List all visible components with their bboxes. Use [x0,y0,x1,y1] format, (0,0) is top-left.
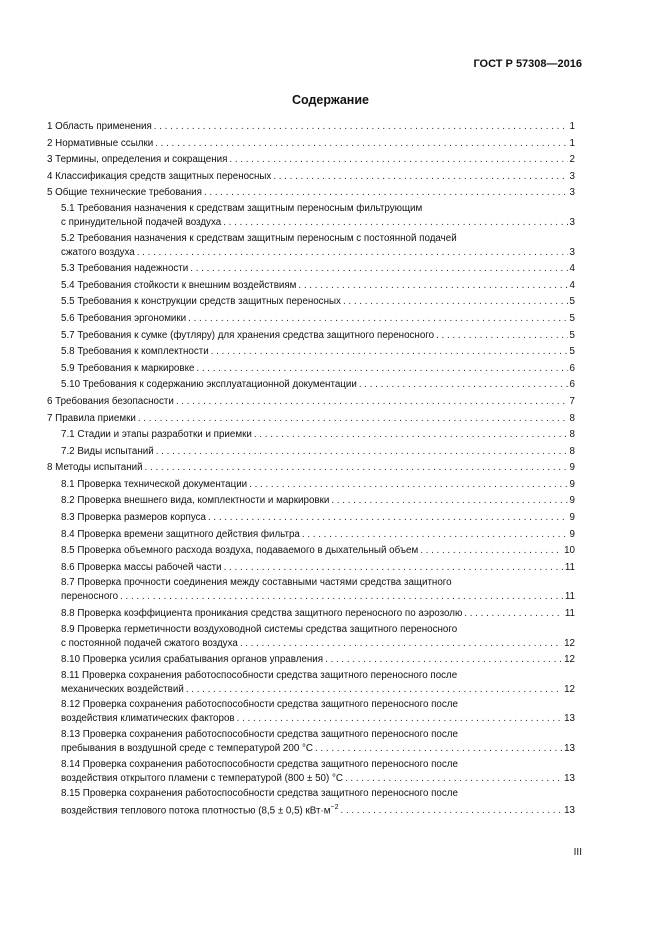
toc-entry-title: 8.5 Проверка объемного расхода воздуха, подаваемого в дыхательный объем [61,545,419,557]
toc-entry-title: сжатого воздуха [61,246,135,258]
toc-entry[interactable] [47,623,575,653]
toc-leader-dots [345,771,562,788]
toc-entry-page: 9 [569,478,575,490]
toc-entry-title: 8.10 Проверка усилия срабатывания органов управления [61,654,324,666]
toc-entry[interactable] [47,652,575,669]
toc-leader-dots [436,328,567,345]
toc-entry-page: 4 [569,263,575,275]
toc-leader-dots [196,361,567,378]
toc-entry-title: 7 Правила приемки [47,412,136,424]
toc-entry-page: 13 [564,805,575,817]
toc-leader-dots [273,169,567,186]
toc-entry-page: 3 [569,187,575,199]
toc-entry[interactable] [47,261,575,278]
toc-entry-title: 1 Область применения [47,121,152,132]
toc-entry-title: 7.2 Виды испытаний [61,445,154,457]
toc-entry-page: 11 [564,591,575,603]
toc-entry[interactable] [47,278,575,295]
toc-entry-title: 5 Общие технические требования [47,187,202,199]
toc-entry[interactable] [47,787,575,817]
toc-leader-dots [137,245,568,262]
toc-entry[interactable] [47,669,575,699]
toc-entry-title: 8.3 Проверка размеров корпуса [61,512,206,524]
toc-entry-page: 3 [569,246,575,258]
toc-entry[interactable] [47,576,575,606]
toc-entry-page: 4 [569,279,575,291]
toc-entry-title: переносного [61,591,119,603]
toc-entry-page: 11 [564,608,575,620]
toc-entry-title: пребывания в воздушной среде с температурой 200 °С [61,743,313,754]
toc-entry[interactable] [47,477,575,494]
toc-entry-title: механических воздействий [61,683,184,695]
toc-entry[interactable] [47,728,575,758]
toc-entry-title-line: 8.14 Проверка сохранения работоспособности средства защитного переносного после [61,758,458,770]
toc-entry-title: 7.1 Стадии и этапы разработки и приемки [61,429,252,441]
toc-entry-title: 5.8 Требования к комплектности [61,346,209,358]
toc-entry-title: 8.6 Проверка массы рабочей части [61,561,222,573]
toc-entry-title: с постоянной подачей сжатого воздуха [61,637,238,649]
toc-leader-dots [343,294,568,311]
toc-entry-title: 8.4 Проверка времени защитного действия фильтра [61,528,300,540]
toc-entry-page: 2 [569,154,575,166]
toc-entry[interactable] [47,136,575,153]
toc-leader-dots [331,493,567,510]
toc-leader-dots [155,136,567,153]
toc-entry[interactable] [47,560,575,577]
toc-entry-title: 8.8 Проверка коэффициента проникания средства защитного переносного по аэрозолю [61,608,463,620]
toc-entry-page: 5 [569,329,575,341]
toc-entry-title-line: 8.15 Проверка сохранения работоспособности средства защитного переносного после [61,788,458,800]
toc-entry-title: воздействия климатических факторов [61,713,235,725]
toc-leader-dots [190,261,567,278]
toc-entry[interactable] [47,510,575,527]
toc-leader-dots [249,477,567,494]
toc-leader-dots [208,510,568,527]
toc-entry[interactable] [47,527,575,544]
toc-entry[interactable] [47,232,575,262]
toc-leader-dots [211,344,568,361]
toc-entry-page: 12 [564,654,575,666]
toc-entry-title: 4 Классификация средств защитных переносных [47,170,272,182]
toc-leader-dots [156,444,568,461]
toc-entry[interactable] [47,311,575,328]
toc-entry-page: 13 [564,743,575,754]
toc-entry-title: 8.1 Проверка технической документации [61,478,248,490]
toc-entry[interactable] [47,185,575,202]
toc-entry-page: 8 [569,412,575,424]
toc-entry-page: 1 [569,121,575,132]
toc-entry-page: 9 [569,528,575,540]
toc-leader-dots [186,682,562,699]
toc-entry-page: 6 [569,379,575,391]
toc-entry-title: 5.3 Требования надежности [61,263,189,275]
toc-entry[interactable] [47,493,575,510]
toc-entry-title-line: 5.2 Требования назначения к средствам защитным переносным с постоянной подачей [61,232,457,244]
toc-entry-page: 9 [569,495,575,507]
document-code: ГОСТ Р 57308—2016 [473,58,582,70]
toc-entry-title: 5.7 Требования к сумке (футляру) для хранения средства защитного переносного [61,329,435,341]
toc-entry-page: 5 [569,296,575,308]
toc-entry-title: 8 Методы испытаний [47,462,143,474]
toc-entry-title-line: 8.12 Проверка сохранения работоспособности средства защитного переносного после [61,699,458,711]
toc-entry-page: 13 [564,713,575,725]
toc-leader-dots [325,652,562,669]
toc-entry-title-line: 8.11 Проверка сохранения работоспособности средства защитного переносного после [61,669,458,681]
toc-leader-dots [223,215,567,232]
toc-leader-dots [154,119,568,136]
toc-entry-title: 3 Термины, определения и сокращения [47,154,228,166]
toc-entry-page: 6 [569,362,575,374]
toc-entry[interactable] [47,294,575,311]
toc-leader-dots [188,311,567,328]
toc-entry-page: 7 [569,395,575,407]
toc-entry-page: 5 [569,312,575,324]
toc-entry[interactable] [47,411,575,428]
toc-entry[interactable] [47,758,575,788]
toc-entry-title-line: 8.9 Проверка герметичности воздуховодной системы средства защитного переносного [61,623,458,635]
toc-leader-dots [464,606,563,623]
toc-entry-title-line: 8.7 Проверка прочности соединения между составными частями средства защитного [61,577,452,589]
toc-entry-title: с принудительной подачей воздуха [61,216,222,228]
toc-leader-dots [254,427,568,444]
toc-entry-page: 12 [564,637,575,649]
toc-entry[interactable] [47,394,575,411]
toc-leader-dots [341,803,563,820]
toc-entry-title: 5.4 Требования стойкости к внешним воздействиям [61,279,297,291]
toc-entry-page: 5 [569,346,575,358]
toc-leader-dots [420,543,562,560]
toc-entry-page: 12 [564,683,575,695]
toc-entry-page: 8 [569,429,575,441]
toc-entry[interactable] [47,427,575,444]
toc-leader-dots [237,711,562,728]
toc-entry[interactable] [47,202,575,232]
toc-entry[interactable] [47,152,575,169]
toc-entry-page: 3 [569,216,575,228]
toc-leader-dots [176,394,568,411]
toc-leader-dots [240,636,562,653]
toc-entry-page: 3 [569,170,575,182]
toc-entry-title: 6 Требования безопасности [47,395,174,407]
toc-leader-dots [298,278,567,295]
toc-entry[interactable] [47,119,575,136]
toc-entry[interactable] [47,460,575,477]
toc-leader-dots [145,460,568,477]
toc-entry[interactable] [47,444,575,461]
toc-entry-title: 5.10 Требования к содержанию эксплуатационной документации [61,379,357,391]
toc-entry-page: 10 [564,545,575,557]
toc-entry-title-line: 8.13 Проверка сохранения работоспособности средства защитного переносного после [61,729,458,740]
toc-entry[interactable] [47,344,575,361]
page-title: Содержание [291,93,369,107]
toc-entry-title: 2 Нормативные ссылки [47,137,154,149]
toc-leader-dots [302,527,568,544]
toc-entry[interactable] [47,606,575,623]
toc-entry[interactable] [47,698,575,728]
toc-entry-page: 9 [569,462,575,474]
toc-entry-title: воздействия теплового потока плотностью (8,5 ± 0,5) $кВт\cdot м^{-2}$ [61,804,339,817]
toc-leader-dots [315,741,562,758]
toc-entry[interactable] [47,377,575,394]
toc-leader-dots [229,152,567,169]
toc-entry[interactable] [47,361,575,378]
toc-entry[interactable] [47,543,575,560]
page-number: III [573,847,582,858]
toc-entry-superscript: −2 [330,804,339,812]
toc-entry-title: 8.2 Проверка внешнего вида, комплектности и маркировки [61,495,330,507]
toc-entry-title: воздействия открытого пламени с температурой (800 ± 50) °С [61,772,343,784]
table-of-contents [47,119,575,817]
toc-entry-title-line: 5.1 Требования назначения к средствам защитным переносным фильтрующим [61,202,423,214]
toc-leader-dots [120,589,563,606]
toc-entry-page: 1 [569,137,575,149]
toc-entry-title: 5.6 Требования эргономики [61,312,187,324]
toc-entry[interactable] [47,169,575,186]
toc-entry-page: 9 [569,512,575,524]
toc-entry-page: 13 [564,772,575,784]
toc-entry-title: 5.9 Требования к маркировке [61,362,195,374]
toc-leader-dots [138,411,568,428]
toc-entry[interactable] [47,328,575,345]
toc-leader-dots [359,377,568,394]
toc-entry-page: 8 [569,445,575,457]
toc-leader-dots [224,560,563,577]
toc-leader-dots [204,185,568,202]
toc-entry-page: 11 [564,561,575,573]
toc-entry-title: 5.5 Требования к конструкции средств защитных переносных [61,296,341,308]
